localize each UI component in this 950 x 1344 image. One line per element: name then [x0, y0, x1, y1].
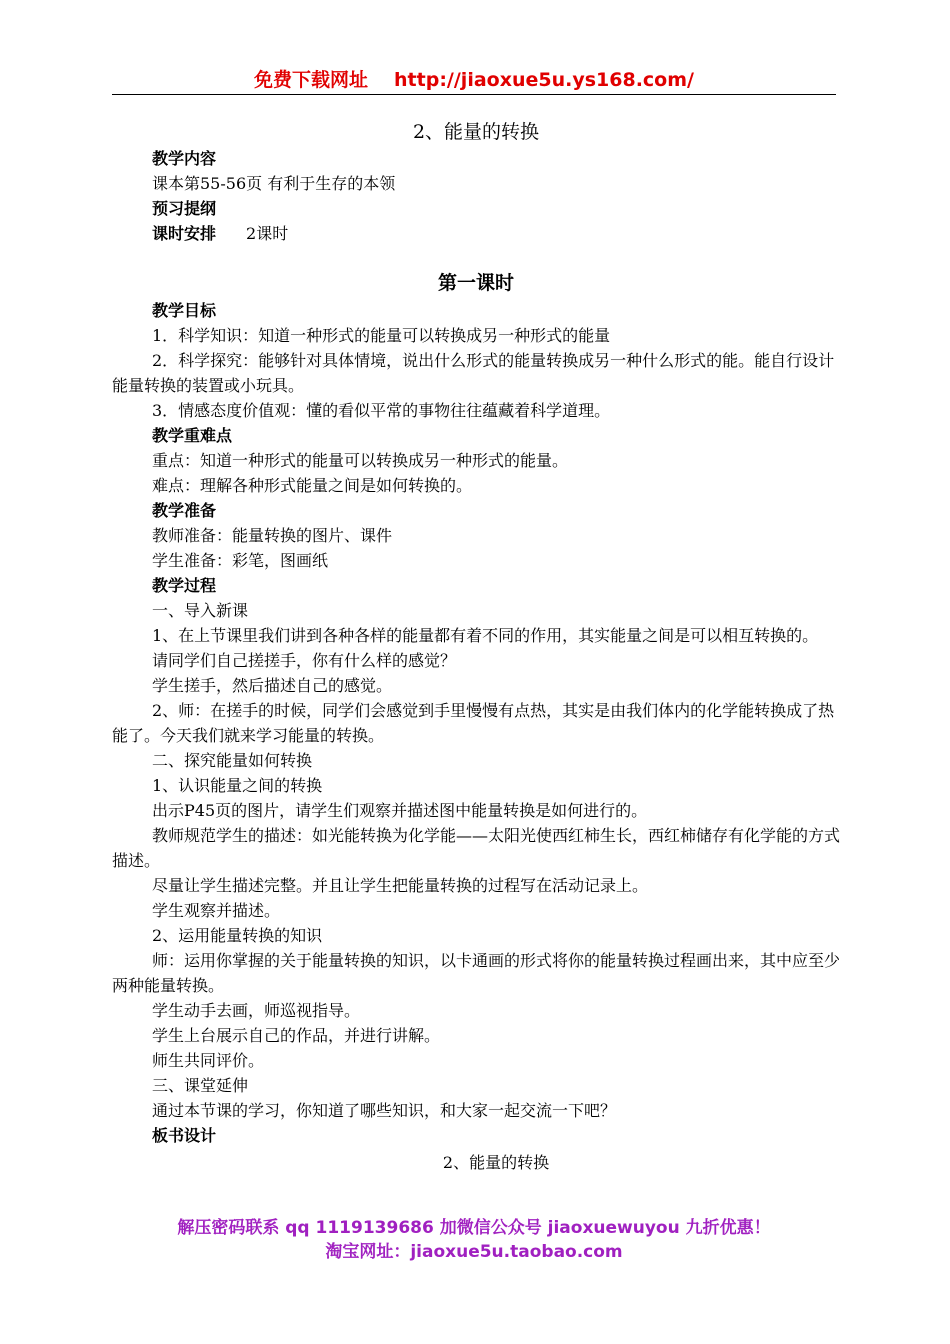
page-footer: [112, 1216, 836, 1264]
prep-list: [112, 523, 840, 573]
process-step: 教师规范学生的描述：如光能转换为化学能——太阳光使西红柿生长，西红柿储存有化学能的方式描述。: [112, 826, 841, 870]
process-step: 师生共同评价。: [152, 1051, 265, 1070]
header-label: 免费下载网址: [254, 69, 369, 91]
keypoints-list: [112, 448, 840, 498]
prep-heading: 教学准备: [152, 501, 217, 520]
process-step: 请同学们自己搓搓手，你有什么样的感觉？: [152, 651, 457, 670]
goal-item: 2．科学探究：能够针对具体情境，说出什么形式的能量转换成另一种什么形式的能。能自行设计能量转换的装置或小玩具。: [112, 351, 835, 395]
process-step: 三、课堂延伸: [152, 1076, 249, 1095]
schedule-line: [112, 221, 840, 246]
lesson-title: 第一课时: [437, 272, 514, 294]
header-url-link[interactable]: http://jiaoxue5u.ys168.com/: [394, 69, 694, 91]
content-heading: 教学内容: [152, 149, 217, 168]
process-step: 师：运用你掌握的关于能量转换的知识，以卡通画的形式将你的能量转换过程画出来，其中应至少两种能量转换。: [112, 951, 841, 995]
process-step: 2、运用能量转换的知识: [152, 926, 323, 945]
process-step: 学生上台展示自己的作品，并进行讲解。: [152, 1026, 441, 1045]
schedule-value: 2课时: [246, 224, 289, 243]
footer-shop-link[interactable]: 淘宝网址：jiaoxue5u.taobao.com: [325, 1242, 623, 1262]
document-body: [112, 118, 840, 1175]
process-step: 一、导入新课: [152, 601, 249, 620]
process-step: 通过本节课的学习，你知道了哪些知识，和大家一起交流一下吧？: [152, 1101, 617, 1120]
content-text: 课本第55-56页 有利于生存的本领: [152, 174, 396, 193]
prep-item: 教师准备：能量转换的图片、课件: [152, 526, 393, 545]
page-header: [112, 66, 836, 94]
process-list: [112, 598, 840, 1123]
document-title: 2、能量的转换: [412, 121, 540, 143]
process-step: 学生动手去画，师巡视指导。: [152, 1001, 361, 1020]
process-step: 二、探究能量如何转换: [152, 751, 313, 770]
board-heading: 板书设计: [152, 1126, 217, 1145]
process-step: 学生观察并描述。: [152, 901, 281, 920]
keypoint-item: 难点：理解各种形式能量之间是如何转换的。: [152, 476, 473, 495]
board-title: 2、能量的转换: [442, 1153, 550, 1172]
goals-list: [112, 323, 840, 423]
goal-item: 1．科学知识：知道一种形式的能量可以转换成另一种形式的能量: [152, 326, 611, 345]
header-divider: [112, 94, 836, 95]
process-step: 1、认识能量之间的转换: [152, 776, 323, 795]
process-step: 2、师：在搓手的时候，同学们会感觉到手里慢慢有点热，其实是由我们体内的化学能转换成了热能了。今天我们就来学习能量的转换。: [112, 701, 835, 745]
schedule-heading: 课时安排: [152, 224, 217, 243]
process-heading: 教学过程: [152, 576, 217, 595]
process-step: 1、在上节课里我们讲到各种各样的能量都有着不同的作用，其实能量之间是可以相互转换的。: [152, 626, 819, 645]
process-step: 学生搓手，然后描述自己的感觉。: [152, 676, 393, 695]
goal-item: 3．情感态度价值观：懂的看似平常的事物往往蕴藏着科学道理。: [152, 401, 611, 420]
prep-item: 学生准备：彩笔，图画纸: [152, 551, 329, 570]
process-step: 尽量让学生描述完整。并且让学生把能量转换的过程写在活动记录上。: [152, 876, 649, 895]
goals-heading: 教学目标: [152, 301, 217, 320]
process-step: 出示P45页的图片，请学生们观察并描述图中能量转换是如何进行的。: [152, 801, 648, 820]
preview-heading: 预习提纲: [152, 199, 217, 218]
keypoints-heading: 教学重难点: [152, 426, 233, 445]
footer-contact: 解压密码联系 qq 1119139686 加微信公众号 jiaoxuewuyou 九折优惠！: [177, 1218, 771, 1238]
keypoint-item: 重点：知道一种形式的能量可以转换成另一种形式的能量。: [152, 451, 569, 470]
